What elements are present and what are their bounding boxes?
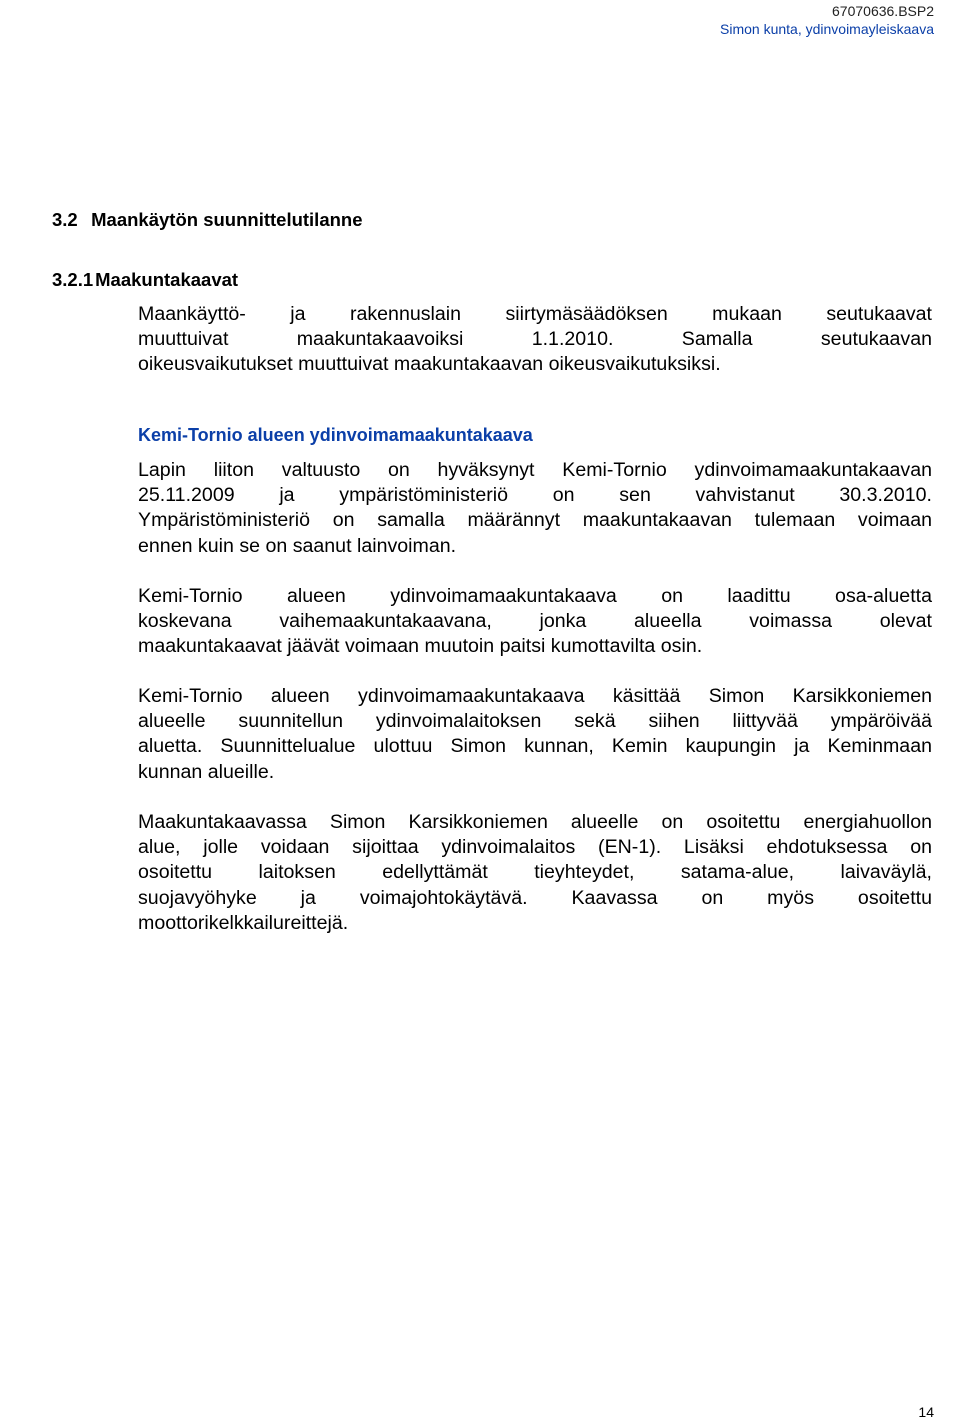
- subsection-title: Maakuntakaavat: [95, 269, 239, 290]
- paragraph-line: alue, jolle voidaan sijoittaa ydinvoimalaitos (EN-1). Lisäksi ehdotuksessa on: [138, 836, 932, 859]
- paragraph-line: aluetta. Suunnittelualue ulottuu Simon kunnan, Kemin kaupungin ja Keminmaan: [138, 735, 932, 758]
- document-subtitle: Simon kunta, ydinvoimayleiskaava: [720, 21, 934, 37]
- section-title: Maankäytön suunnittelutilanne: [91, 209, 363, 230]
- subsection-heading: [52, 268, 238, 292]
- document-code: 67070636.BSP2: [832, 3, 934, 19]
- paragraph-phase-plan: [138, 584, 932, 660]
- paragraph-line: osoitettu laitoksen edellyttämät tieyhteydet, satama-alue, laivaväylä,: [138, 861, 932, 884]
- paragraph-line: Maankäyttö- ja rakennuslain siirtymäsäädöksen mukaan seutukaavat: [138, 303, 932, 325]
- paragraph-line: maakuntakaavat jäävät voimaan muutoin paitsi kumottavilta osin.: [138, 635, 703, 658]
- page-header: [720, 2, 934, 38]
- subsection-number: 3.2.1: [52, 269, 94, 290]
- section-number: 3.2: [52, 209, 78, 230]
- paragraph-line: Kemi-Tornio alueen ydinvoimamaakuntakaava käsittää Simon Karsikkoniemen: [138, 685, 932, 707]
- paragraph-line: Ympäristöministeriö on samalla määrännyt maakuntakaavan tulemaan voimaan: [138, 509, 932, 532]
- kemi-tornio-heading: Kemi-Tornio alueen ydinvoimamaakuntakaava: [138, 425, 533, 445]
- paragraph-line: Lapin liiton valtuusto on hyväksynyt Kemi-Tornio ydinvoimamaakuntakaavan: [138, 459, 932, 481]
- paragraph-line: suojavyöhyke ja voimajohtokäytävä. Kaavassa on myös osoitettu: [138, 886, 932, 909]
- paragraph-line: 25.11.2009 ja ympäristöministeriö on sen vahvistanut 30.3.2010.: [138, 484, 932, 507]
- paragraph-line: kunnan alueille.: [138, 760, 275, 783]
- paragraph-line: ennen kuin se on saanut lainvoiman.: [138, 534, 457, 557]
- section-heading: [52, 208, 363, 232]
- paragraph-line: moottorikelkkailureittejä.: [138, 911, 349, 934]
- paragraph-plan-area: [138, 684, 932, 785]
- paragraph-energy-area: [138, 810, 932, 936]
- paragraph-line: koskevana vaihemaakuntakaavana, jonka alueella voimassa olevat: [138, 610, 932, 633]
- paragraph-line: muuttuivat maakuntakaavoiksi 1.1.2010. Samalla seutukaavan: [138, 328, 932, 351]
- paragraph-line: alueelle suunnitellun ydinvoimalaitoksen sekä siihen liittyvää ympäröivää: [138, 710, 932, 733]
- paragraph-line: Maakuntakaavassa Simon Karsikkoniemen alueelle on osoitettu energiahuollon: [138, 811, 932, 833]
- paragraph-line: Kemi-Tornio alueen ydinvoimamaakuntakaava on laadittu osa-aluetta: [138, 585, 932, 607]
- paragraph-transition-law: [138, 302, 932, 378]
- page-number: 14: [918, 1404, 934, 1420]
- paragraph-line: oikeusvaikutukset muuttuivat maakuntakaavan oikeusvaikutuksiksi.: [138, 353, 721, 376]
- paragraph-approval: [138, 458, 932, 559]
